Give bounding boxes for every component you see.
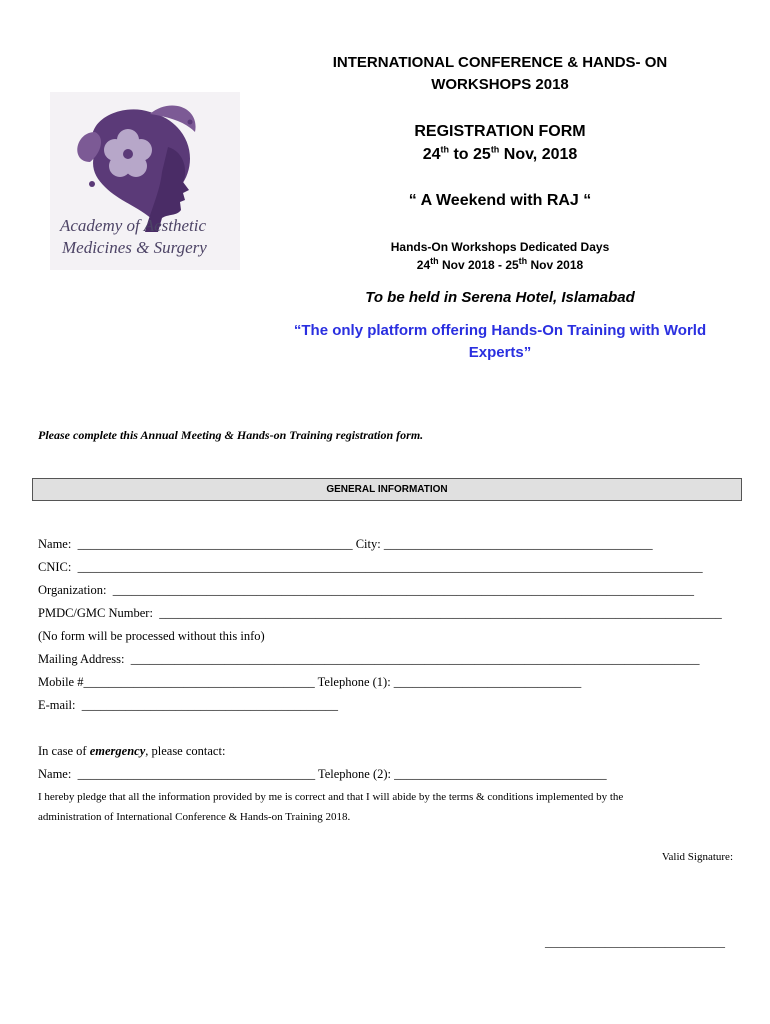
mobile-telephone-field[interactable]: Mobile #_____________________________________ Telephone (1): ______________________________ <box>38 675 582 689</box>
ws-date-sup: th <box>430 256 439 266</box>
ws-date-part: Nov 2018 - 25 <box>438 258 519 272</box>
emergency-text: In case of <box>38 744 90 758</box>
mailing-address-field[interactable]: Mailing Address: ___________________________________________________________________________________________ <box>38 652 700 666</box>
emergency-text: , please contact: <box>145 744 226 758</box>
organization-field[interactable]: Organization: _____________________________________________________________________________________________ <box>38 583 694 597</box>
conference-title-line2: WORKSHOPS 2018 <box>431 76 569 93</box>
signature-line[interactable]: ______________________________ <box>545 935 725 949</box>
dates-sup: th <box>490 144 500 155</box>
name-city-field[interactable]: Name: ____________________________________________ City: ___________________________________________ <box>38 537 653 551</box>
conference-title-line1: INTERNATIONAL CONFERENCE & HANDS- ON <box>332 54 668 71</box>
weekend-title: “ A Weekend with RAJ “ <box>408 192 592 209</box>
event-dates <box>300 143 700 166</box>
dates-part: to 25 <box>449 146 491 163</box>
intro-instruction: Please complete this Annual Meeting & Hands-on Training registration form. <box>38 428 424 442</box>
section-title: GENERAL INFORMATION <box>326 484 448 495</box>
logo-text-line1: Academy of Aesthetic <box>60 216 207 235</box>
pmdc-field[interactable]: PMDC/GMC Number: __________________________________________________________________________________________ <box>38 606 722 620</box>
pmdc-note: (No form will be processed without this info) <box>38 629 265 643</box>
emergency-heading <box>38 744 225 759</box>
emergency-emphasis: emergency <box>89 744 146 758</box>
pledge-line2: administration of International Conference & Hands-on Training 2018. <box>38 811 351 823</box>
email-field[interactable]: E-mail: _________________________________________ <box>38 698 338 712</box>
tagline <box>262 320 738 364</box>
workshops-dates <box>300 256 700 274</box>
logo-text-line2: Medicines & Surgery <box>62 238 207 257</box>
dates-part: Nov, 2018 <box>499 146 578 163</box>
ws-date-part: 24 <box>416 258 431 272</box>
form-title: REGISTRATION FORM <box>414 123 586 140</box>
cnic-field[interactable]: CNIC: ____________________________________________________________________________________________________ <box>38 560 703 574</box>
venue: To be held in Serena Hotel, Islamabad <box>365 289 635 306</box>
pledge-line1: I hereby pledge that all the information provided by me is correct and that I will abide by the terms & conditions implemented by the <box>38 791 624 803</box>
conference-title <box>300 52 700 96</box>
ws-date-sup: th <box>518 256 528 266</box>
dates-sup: th <box>440 144 450 155</box>
dates-part: 24 <box>422 146 441 163</box>
tagline-line1: “The only platform offering Hands-On Training with World <box>293 322 707 339</box>
workshops-title: Hands-On Workshops Dedicated Days <box>390 240 610 254</box>
tagline-line2: Experts” <box>468 344 532 361</box>
signature-label: Valid Signature: <box>661 851 733 863</box>
ws-date-part: Nov 2018 <box>527 258 584 272</box>
workshops-days <box>300 238 700 274</box>
registration-heading <box>300 120 700 166</box>
emergency-contact-field[interactable]: Name: ______________________________________ Telephone (2): __________________________________ <box>38 767 607 781</box>
